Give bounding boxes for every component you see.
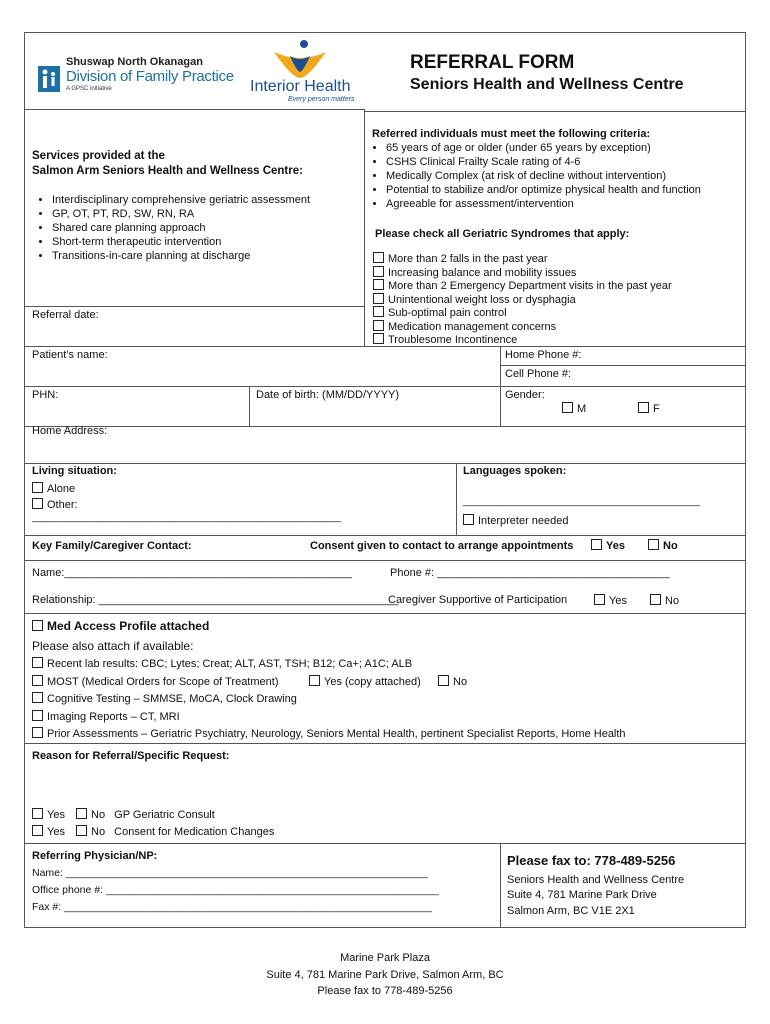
living-other-option[interactable]: Other:	[32, 498, 78, 511]
syndrome-weight-loss[interactable]: Unintentional weight loss or dysphagia	[373, 293, 672, 307]
home-address-field[interactable]	[30, 440, 740, 460]
checkbox[interactable]	[638, 402, 649, 413]
division-logo	[38, 54, 238, 98]
list-item: • Transitions-in-care planning at discharge	[52, 249, 372, 263]
list-item: • GP, OT, PT, RD, SW, RN, RA	[52, 207, 372, 221]
checkbox[interactable]	[32, 498, 43, 509]
list-item: • Shared care planning approach	[52, 221, 372, 235]
med-consent-no[interactable]: No	[76, 826, 105, 838]
med-consent-label: Consent for Medication Changes	[114, 826, 275, 838]
living-situation-label: Living situation:	[32, 465, 117, 477]
checkbox[interactable]	[438, 675, 449, 686]
services-heading-1: Services provided at the	[32, 150, 165, 162]
list-item: • CSHS Clinical Frailty Scale rating of 4-6	[386, 155, 756, 169]
fax-line1: Seniors Health and Wellness Centre	[507, 874, 685, 886]
syndromes-list	[373, 252, 672, 347]
header-divider-left	[24, 109, 364, 110]
footer	[0, 950, 770, 1000]
office-phone-blank[interactable]: _________________________________________________________	[105, 884, 439, 896]
checkbox[interactable]	[32, 825, 43, 836]
syndromes-heading: Please check all Geriatric Syndromes that apply:	[375, 228, 630, 240]
people-icon	[38, 66, 60, 92]
relationship-blank[interactable]: _________________________________________________	[98, 594, 399, 606]
please-attach-label: Please also attach if available:	[32, 639, 194, 653]
checkbox[interactable]	[76, 825, 87, 836]
list-item: • Agreeable for assessment/intervention	[386, 197, 756, 211]
physician-name-blank[interactable]: ______________________________________________________________	[65, 867, 428, 879]
org-name-line3: A GPSC initiative	[66, 86, 112, 92]
referral-date-divider	[24, 306, 364, 307]
home-phone-label: Home Phone #:	[505, 349, 582, 361]
checkbox[interactable]	[32, 620, 43, 631]
patient-name-label: Patient’s name:	[32, 349, 108, 361]
patient-name-field[interactable]	[30, 362, 494, 384]
checkbox[interactable]	[373, 293, 384, 304]
checkbox[interactable]	[562, 402, 573, 413]
living-alone-option[interactable]: Alone	[32, 482, 75, 495]
checkbox[interactable]	[32, 692, 43, 703]
checkbox[interactable]	[650, 594, 661, 605]
referral-date-label: Referral date:	[32, 309, 99, 321]
checkbox[interactable]	[373, 306, 384, 317]
reason-divider	[24, 743, 746, 744]
checkbox[interactable]	[648, 539, 659, 550]
home-address-label: Home Address:	[32, 425, 108, 437]
supportive-no-option[interactable]: No	[650, 594, 679, 607]
gp-consult-label: GP Geriatric Consult	[114, 809, 215, 821]
gender-female-option[interactable]: F	[638, 402, 660, 415]
ih-emblem-icon	[270, 38, 330, 78]
footer-line2: Suite 4, 781 Marine Park Drive, Salmon Arm, BC	[266, 968, 504, 981]
criteria-list	[370, 141, 756, 211]
phn-label: PHN:	[32, 389, 59, 401]
dob-field[interactable]	[254, 402, 494, 422]
services-heading-2: Salmon Arm Seniors Health and Wellness Centre:	[32, 165, 303, 177]
med-consent-yes[interactable]: Yes	[32, 826, 65, 838]
ih-name: Interior Health	[250, 78, 351, 95]
languages-label: Languages spoken:	[463, 465, 567, 477]
medication-consent-row	[32, 825, 274, 838]
gp-consult-row	[32, 808, 215, 821]
relationship-label: Relationship:	[32, 594, 96, 606]
physician-label: Referring Physician/NP:	[32, 850, 158, 862]
contact-phone-row	[390, 567, 670, 579]
footer-line1: Marine Park Plaza	[340, 952, 430, 964]
reason-field[interactable]	[30, 766, 740, 804]
consent-yes-option[interactable]: Yes	[591, 539, 625, 552]
checkbox[interactable]	[32, 710, 43, 721]
living-other-blank[interactable]: _____________________________________________________________	[32, 512, 341, 523]
checkbox[interactable]	[76, 808, 87, 819]
dob-label: Date of birth: (MM/DD/YYYY)	[256, 389, 400, 401]
referral-date-field[interactable]	[30, 322, 360, 344]
checkbox[interactable]	[32, 482, 43, 493]
gender-label: Gender:	[505, 389, 545, 401]
checkbox[interactable]	[591, 539, 602, 550]
languages-column-border	[456, 463, 457, 535]
services-list	[36, 193, 372, 263]
physician-name-label: Name:	[32, 867, 63, 879]
most-no-option[interactable]: No	[438, 675, 467, 688]
phn-divider	[24, 386, 746, 387]
footer-line3: Please fax to 778-489-5256	[317, 985, 453, 997]
checkbox[interactable]	[32, 657, 43, 668]
office-phone-label: Office phone #:	[32, 884, 104, 896]
list-item: • Short-term therapeutic intervention	[52, 235, 372, 249]
checkbox[interactable]	[463, 514, 474, 525]
patient-divider	[24, 346, 746, 347]
gp-consult-no[interactable]: No	[76, 809, 105, 821]
checkbox[interactable]	[373, 333, 384, 344]
consent-label: Consent given to contact to arrange appointments	[310, 540, 574, 552]
checkbox[interactable]	[32, 727, 43, 738]
languages-blank[interactable]: _____________________________________________	[463, 496, 700, 507]
checkbox[interactable]	[373, 266, 384, 277]
attach-prior-option[interactable]: Prior Assessments – Geriatric Psychiatry, Neurology, Seniors Mental Health, pertinent Specialist Reports, Home Health	[32, 727, 626, 740]
form-title: REFERRAL FORM	[410, 52, 575, 73]
syndrome-ed-visits[interactable]: More than 2 Emergency Department visits in the past year	[373, 279, 672, 293]
checkbox[interactable]	[373, 252, 384, 263]
attach-cognitive-option[interactable]: Cognitive Testing – SMMSE, MoCA, Clock Drawing	[32, 692, 297, 705]
fax-box-border	[500, 843, 501, 928]
fax-line3: Salmon Arm, BC V1E 2X1	[507, 905, 635, 917]
physician-divider	[24, 843, 746, 844]
attachments-divider	[24, 613, 746, 614]
syndrome-balance[interactable]: Increasing balance and mobility issues	[373, 266, 672, 280]
supportive-yes-option[interactable]: Yes	[594, 594, 627, 607]
contact-phone-blank[interactable]: ______________________________________	[437, 567, 670, 579]
physician-fax-blank[interactable]: _______________________________________________________________	[64, 901, 433, 913]
syndrome-pain[interactable]: Sub-optimal pain control	[373, 306, 672, 320]
attach-labs-option[interactable]: Recent lab results: CBC; Lytes; Creat; ALT, AST, TSH; B12; Ca+; A1C; ALB	[32, 657, 412, 670]
dob-column-border	[249, 386, 250, 426]
relationship-row	[32, 594, 398, 606]
reason-label: Reason for Referral/Specific Request:	[32, 750, 230, 762]
criteria-heading: Referred individuals must meet the following criteria:	[372, 128, 651, 140]
supportive-label: Caregiver Supportive of Participation	[388, 594, 568, 606]
syndrome-medication[interactable]: Medication management concerns	[373, 320, 672, 334]
physician-name-row	[32, 867, 428, 879]
fax-line2: Suite 4, 781 Marine Park Drive	[507, 889, 657, 901]
physician-office-row	[32, 884, 439, 896]
physician-fax-row	[32, 901, 432, 913]
fax-title: Please fax to: 778-489-5256	[507, 853, 676, 868]
consent-no-option[interactable]: No	[648, 539, 678, 552]
checkbox[interactable]	[32, 675, 43, 686]
syndrome-falls[interactable]: More than 2 falls in the past year	[373, 252, 672, 266]
phone-divider	[500, 365, 746, 366]
list-item: • 65 years of age or older (under 65 years by exception)	[386, 141, 756, 155]
interpreter-option[interactable]: Interpreter needed	[463, 514, 569, 527]
med-access-option[interactable]: Med Access Profile attached	[32, 619, 209, 633]
gp-consult-yes[interactable]: Yes	[32, 809, 65, 821]
cell-phone-label: Cell Phone #:	[505, 368, 572, 380]
contact-sub-divider	[24, 560, 746, 561]
ih-tagline: Every person matters	[288, 96, 355, 103]
form-subtitle: Seniors Health and Wellness Centre	[410, 76, 684, 93]
interior-health-logo	[248, 38, 358, 106]
phn-field[interactable]	[30, 402, 244, 422]
attach-most-option[interactable]: MOST (Medical Orders for Scope of Treatment)	[32, 675, 278, 688]
contact-label: Key Family/Caregiver Contact:	[32, 540, 192, 552]
checkbox[interactable]	[594, 594, 605, 605]
checkbox[interactable]	[32, 808, 43, 819]
checkbox[interactable]	[373, 279, 384, 290]
syndrome-incontinence[interactable]: Troublesome Incontinence	[373, 333, 672, 347]
physician-fax-label: Fax #:	[32, 901, 62, 913]
gender-male-option[interactable]: M	[562, 402, 586, 415]
contact-name-row	[32, 567, 352, 579]
list-item: • Medically Complex (at risk of decline without intervention)	[386, 169, 756, 183]
org-name-line1: Shuswap North Okanagan	[66, 56, 203, 68]
contact-divider	[24, 535, 746, 536]
contact-name-blank[interactable]: _______________________________________________	[64, 567, 352, 579]
living-divider	[24, 463, 746, 464]
checkbox[interactable]	[309, 675, 320, 686]
org-name-line2: Division of Family Practice	[66, 68, 234, 85]
address-divider	[24, 426, 746, 427]
attach-imaging-option[interactable]: Imaging Reports – CT, MRI	[32, 710, 180, 723]
header-divider-right	[364, 111, 746, 112]
contact-name-label: Name:	[32, 567, 65, 579]
list-item: • Potential to stabilize and/or optimize physical health and function	[386, 183, 756, 197]
list-item: • Interdisciplinary comprehensive geriatric assessment	[52, 193, 372, 207]
most-yes-option[interactable]: Yes (copy attached)	[309, 675, 421, 688]
contact-phone-label: Phone #:	[390, 567, 435, 579]
checkbox[interactable]	[373, 320, 384, 331]
